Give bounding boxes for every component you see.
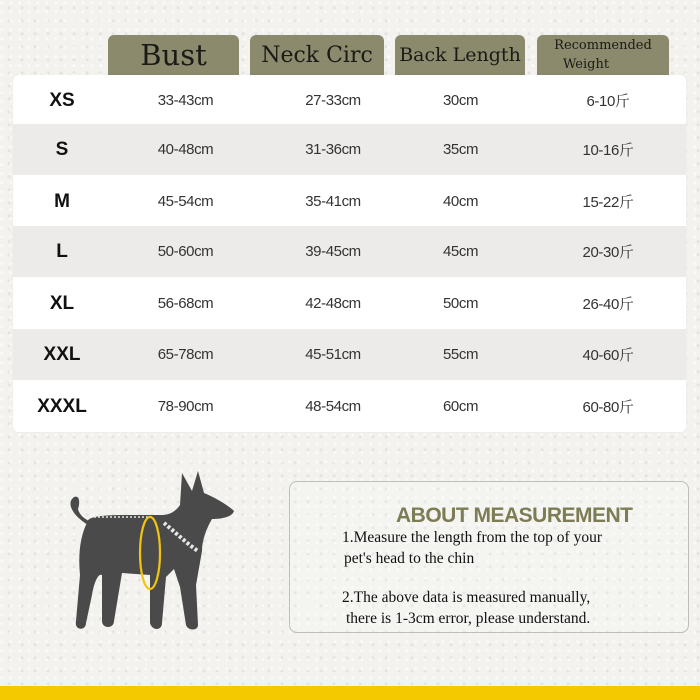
about-note-1-line1: 1.Measure the length from the top of your (342, 529, 602, 546)
table-row (13, 329, 686, 380)
weight-value: 60-80斤 (582, 399, 634, 416)
back-value: 45cm (442, 243, 479, 260)
bust-value: 33-43cm (157, 92, 214, 109)
size-label: S (55, 138, 69, 160)
header-bust: Bust (108, 35, 239, 75)
bust-value: 65-78cm (157, 346, 214, 363)
size-label: XS (49, 89, 75, 111)
table-row (13, 381, 686, 432)
back-value: 35cm (442, 141, 479, 158)
dog-silhouette-icon (62, 465, 242, 640)
bust-value: 45-54cm (157, 193, 214, 210)
header-neck-circ: Neck Circ (250, 35, 384, 75)
header-weight-line1: Recommended (554, 38, 652, 53)
size-label: M (54, 190, 70, 212)
about-note-2 (342, 587, 682, 629)
back-value: 50cm (442, 295, 479, 312)
neck-value: 27-33cm (305, 92, 361, 109)
size-label: XXL (43, 343, 81, 365)
size-table (13, 75, 686, 432)
weight-value: 10-16斤 (582, 142, 634, 159)
header-recommended-weight (537, 35, 669, 75)
neck-value: 31-36cm (305, 141, 361, 158)
table-row (13, 75, 686, 126)
about-note-2-line2: there is 1-3cm error, please understand. (346, 610, 591, 627)
bust-value: 56-68cm (157, 295, 214, 312)
about-title: ABOUT MEASUREMENT (396, 504, 633, 527)
back-value: 60cm (442, 398, 479, 415)
bust-value: 78-90cm (157, 398, 214, 415)
size-label: XL (49, 292, 75, 314)
header-back-length: Back Length (395, 35, 525, 75)
header-weight-line2: Weight (563, 57, 610, 72)
accent-bar (0, 686, 700, 700)
about-note-1 (342, 527, 682, 569)
weight-value: 40-60斤 (582, 347, 634, 364)
size-label: L (56, 240, 68, 262)
weight-value: 15-22斤 (582, 194, 634, 211)
neck-value: 42-48cm (305, 295, 361, 312)
about-measurement-panel (289, 481, 689, 633)
neck-value: 39-45cm (305, 243, 361, 260)
table-row (13, 176, 686, 227)
table-row (13, 278, 686, 329)
bust-value: 40-48cm (157, 141, 214, 158)
table-row (13, 124, 686, 175)
neck-value: 48-54cm (305, 398, 361, 415)
weight-value: 20-30斤 (582, 244, 634, 261)
weight-value: 26-40斤 (582, 296, 634, 313)
weight-value: 6-10斤 (586, 93, 630, 110)
about-note-1-line2: pet's head to the chin (344, 550, 475, 567)
neck-value: 45-51cm (305, 346, 361, 363)
bust-value: 50-60cm (157, 243, 214, 260)
size-label: XXXL (37, 395, 87, 417)
about-note-2-line1: 2.The above data is measured manually, (342, 589, 591, 606)
back-value: 40cm (442, 193, 479, 210)
back-value: 30cm (442, 92, 479, 109)
table-row (13, 226, 686, 277)
neck-value: 35-41cm (305, 193, 361, 210)
back-value: 55cm (442, 346, 479, 363)
